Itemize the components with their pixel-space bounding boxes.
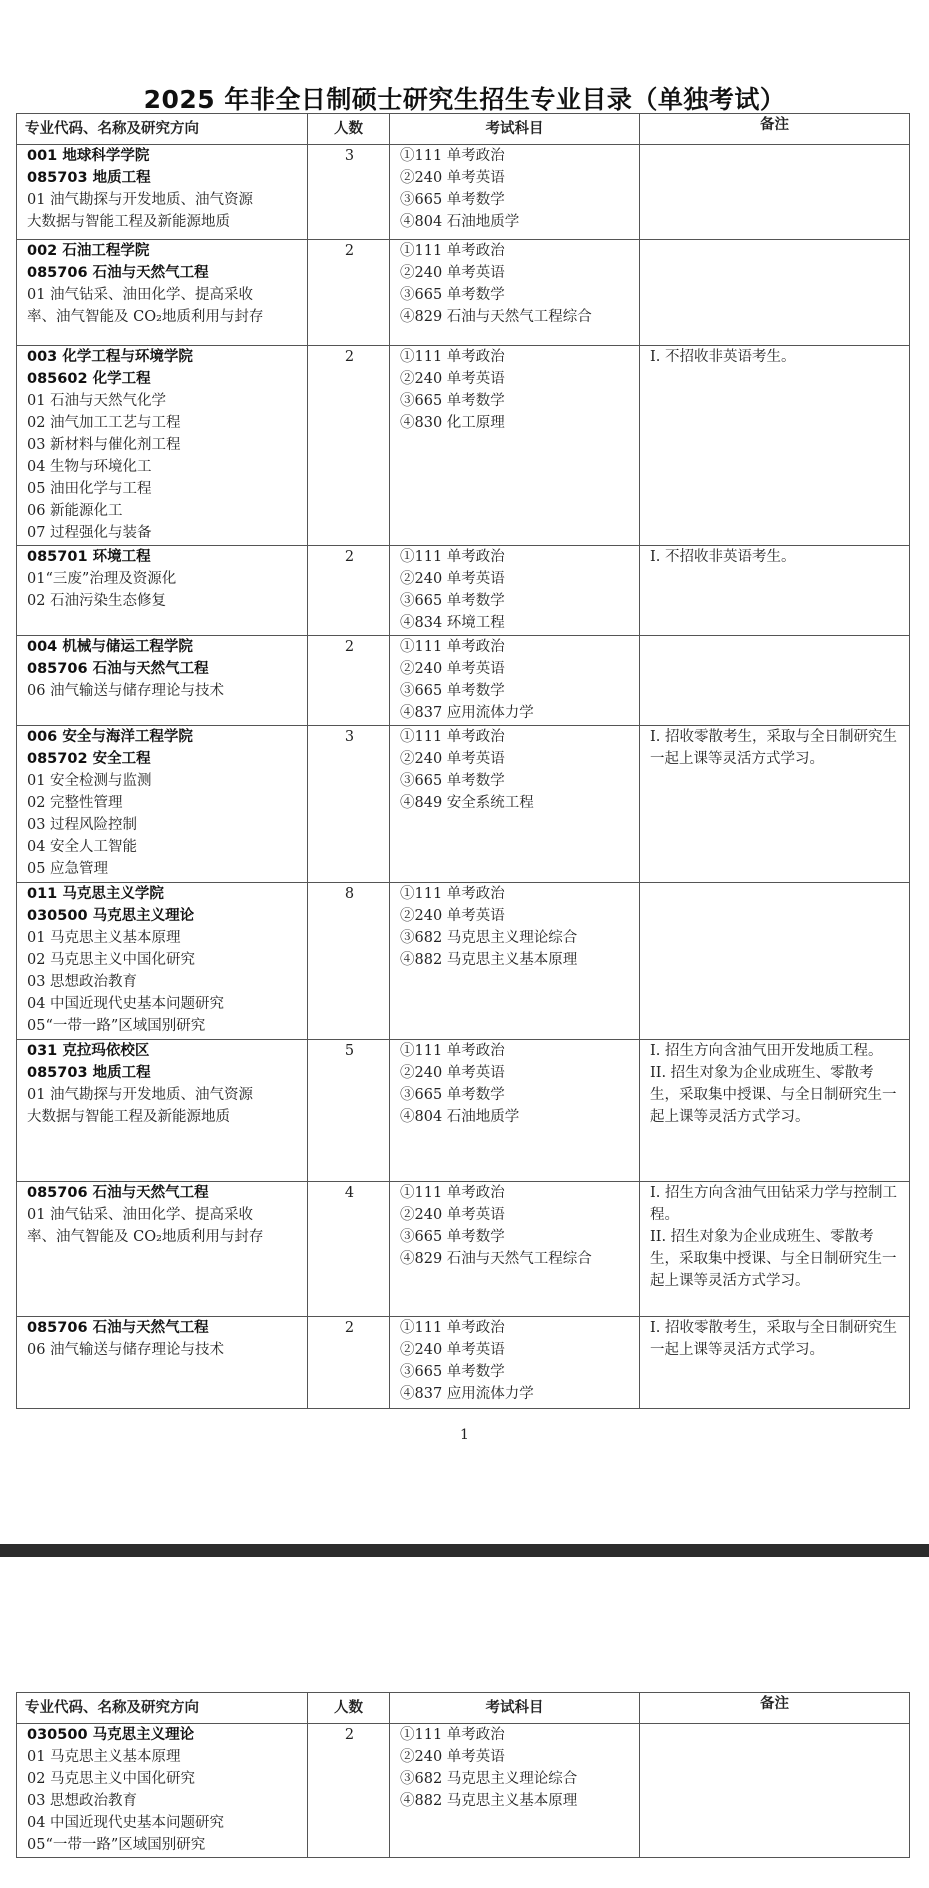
research-direction: 大数据与智能工程及新能源地质 (27, 214, 230, 230)
note-item: I. 招生方向含油气田钻采力学与控制工程。 (650, 1185, 897, 1223)
page-2 (0, 1557, 929, 1888)
exam-subject: ②240 单考英语 (400, 265, 505, 281)
exam-subject: ③665 单考数学 (400, 393, 505, 409)
research-direction: 05“一带一路”区域国别研究 (27, 1018, 206, 1034)
exam-subject: ④829 石油与天然气工程综合 (400, 1251, 592, 1267)
exam-subjects-cell (390, 1182, 640, 1317)
major-name: 085706 石油与天然气工程 (27, 265, 209, 281)
exam-subject: ④882 马克思主义基本原理 (400, 952, 578, 968)
research-direction: 02 油气加工工艺与工程 (27, 415, 181, 431)
enrollment-count: 2 (308, 346, 390, 546)
major-cell (17, 1040, 308, 1182)
notes-cell (640, 726, 910, 883)
college-name: 031 克拉玛依校区 (27, 1043, 150, 1059)
exam-subject: ②240 单考英语 (400, 170, 505, 186)
exam-subject: ①111 单考政治 (400, 1320, 505, 1336)
exam-subject: ②240 单考英语 (400, 1065, 505, 1081)
research-direction: 01 油气勘探与开发地质、油气资源 (27, 1087, 254, 1103)
notes-cell (640, 145, 910, 240)
enrollment-count: 5 (308, 1040, 390, 1182)
note-item: I. 不招收非英语考生。 (650, 549, 796, 565)
enrollment-count: 2 (308, 240, 390, 346)
table-row (17, 1317, 910, 1409)
exam-subject: ④837 应用流体力学 (400, 705, 534, 721)
research-direction: 率、油气智能及 CO₂地质利用与封存 (27, 1229, 264, 1245)
header-subjects: 考试科目 (390, 1693, 640, 1724)
table-header-row (17, 1693, 910, 1724)
research-direction: 04 安全人工智能 (27, 839, 138, 855)
research-direction: 04 中国近现代史基本问题研究 (27, 1815, 225, 1831)
exam-subject: ③665 单考数学 (400, 1229, 505, 1245)
notes-cell (640, 240, 910, 346)
notes-cell (640, 1182, 910, 1317)
college-name: 006 安全与海洋工程学院 (27, 729, 193, 745)
research-direction: 05 油田化学与工程 (27, 481, 152, 497)
notes-cell (640, 636, 910, 726)
exam-subjects-cell (390, 346, 640, 546)
exam-subject: ④882 马克思主义基本原理 (400, 1793, 578, 1809)
exam-subjects-cell (390, 546, 640, 636)
exam-subject: ③665 单考数学 (400, 773, 505, 789)
table-row (17, 636, 910, 726)
header-major: 专业代码、名称及研究方向 (17, 114, 308, 145)
research-direction: 01 油气勘探与开发地质、油气资源 (27, 192, 254, 208)
exam-subject: ②240 单考英语 (400, 1342, 505, 1358)
research-direction: 02 马克思主义中国化研究 (27, 1771, 196, 1787)
table-row (17, 546, 910, 636)
exam-subject: ③665 单考数学 (400, 683, 505, 699)
research-direction: 01 油气钻采、油田化学、提高采收 (27, 287, 254, 303)
exam-subject: ③665 单考数学 (400, 593, 505, 609)
research-direction: 06 油气输送与储存理论与技术 (27, 683, 225, 699)
table-row (17, 1724, 910, 1858)
exam-subjects-cell (390, 1724, 640, 1858)
major-cell (17, 883, 308, 1040)
major-name: 085701 环境工程 (27, 549, 151, 565)
major-cell (17, 145, 308, 240)
exam-subject: ③682 马克思主义理论综合 (400, 930, 578, 946)
header-count: 人数 (308, 1693, 390, 1724)
exam-subject: ②240 单考英语 (400, 571, 505, 587)
exam-subjects-cell (390, 240, 640, 346)
exam-subject: ①111 单考政治 (400, 243, 505, 259)
exam-subject: ③665 单考数学 (400, 1364, 505, 1380)
enrollment-count: 2 (308, 636, 390, 726)
table-row (17, 240, 910, 346)
table-row (17, 346, 910, 546)
exam-subject: ④804 石油地质学 (400, 1109, 520, 1125)
research-direction: 01“三废”治理及资源化 (27, 571, 177, 587)
exam-subject: ①111 单考政治 (400, 148, 505, 164)
research-direction: 03 思想政治教育 (27, 974, 138, 990)
notes-cell (640, 546, 910, 636)
table-row (17, 1182, 910, 1317)
exam-subject: ④837 应用流体力学 (400, 1386, 534, 1402)
research-direction: 03 新材料与催化剂工程 (27, 437, 181, 453)
research-direction: 03 过程风险控制 (27, 817, 138, 833)
major-cell (17, 240, 308, 346)
table-header-row (17, 114, 910, 145)
research-direction: 02 完整性管理 (27, 795, 123, 811)
exam-subject: ①111 单考政治 (400, 1185, 505, 1201)
note-item: I. 不招收非英语考生。 (650, 349, 796, 365)
exam-subject: ④829 石油与天然气工程综合 (400, 309, 592, 325)
college-name: 002 石油工程学院 (27, 243, 150, 259)
exam-subject: ②240 单考英语 (400, 751, 505, 767)
enrollment-count: 4 (308, 1182, 390, 1317)
research-direction: 01 安全检测与监测 (27, 773, 152, 789)
major-name: 030500 马克思主义理论 (27, 1727, 195, 1743)
research-direction: 01 马克思主义基本原理 (27, 930, 181, 946)
enrollment-count: 2 (308, 546, 390, 636)
major-name: 030500 马克思主义理论 (27, 908, 195, 924)
table-row (17, 883, 910, 1040)
header-notes: 备注 (640, 114, 910, 145)
notes-cell (640, 346, 910, 546)
note-item: II. 招生对象为企业成班生、零散考生，采取集中授课、与全日制研究生一起上课等灵活方式学习。 (650, 1229, 897, 1289)
catalog-table (16, 113, 910, 1409)
exam-subjects-cell (390, 883, 640, 1040)
major-name: 085602 化学工程 (27, 371, 151, 387)
research-direction: 01 马克思主义基本原理 (27, 1749, 181, 1765)
research-direction: 03 思想政治教育 (27, 1793, 138, 1809)
exam-subject: ②240 单考英语 (400, 908, 505, 924)
research-direction: 05“一带一路”区域国别研究 (27, 1837, 206, 1853)
exam-subject: ①111 单考政治 (400, 1043, 505, 1059)
note-item: I. 招收零散考生，采取与全日制研究生一起上课等灵活方式学习。 (650, 729, 897, 767)
research-direction: 07 过程强化与装备 (27, 525, 152, 541)
major-name: 085706 石油与天然气工程 (27, 661, 209, 677)
exam-subject: ③665 单考数学 (400, 287, 505, 303)
notes-cell (640, 1724, 910, 1858)
major-cell (17, 726, 308, 883)
exam-subject: ④830 化工原理 (400, 415, 505, 431)
research-direction: 02 马克思主义中国化研究 (27, 952, 196, 968)
research-direction: 01 油气钻采、油田化学、提高采收 (27, 1207, 254, 1223)
exam-subject: ①111 单考政治 (400, 549, 505, 565)
research-direction: 大数据与智能工程及新能源地质 (27, 1109, 230, 1125)
college-name: 003 化学工程与环境学院 (27, 349, 193, 365)
major-cell (17, 1182, 308, 1317)
page-separator (0, 1544, 929, 1557)
header-notes: 备注 (640, 1693, 910, 1724)
header-subjects: 考试科目 (390, 114, 640, 145)
major-name: 085703 地质工程 (27, 170, 151, 186)
exam-subject: ④849 安全系统工程 (400, 795, 534, 811)
notes-cell (640, 1040, 910, 1182)
table-row (17, 726, 910, 883)
enrollment-count: 3 (308, 726, 390, 883)
major-cell (17, 1317, 308, 1409)
college-name: 001 地球科学学院 (27, 148, 150, 164)
exam-subject: ②240 单考英语 (400, 371, 505, 387)
header-major: 专业代码、名称及研究方向 (17, 1693, 308, 1724)
major-cell (17, 346, 308, 546)
major-name: 085706 石油与天然气工程 (27, 1185, 209, 1201)
note-item: I. 招收零散考生，采取与全日制研究生一起上课等灵活方式学习。 (650, 1320, 897, 1358)
exam-subject: ②240 单考英语 (400, 1749, 505, 1765)
exam-subject: ③665 单考数学 (400, 1087, 505, 1103)
exam-subject: ④834 环境工程 (400, 615, 505, 631)
page-number: 1 (460, 1427, 469, 1443)
major-cell (17, 1724, 308, 1858)
header-count: 人数 (308, 114, 390, 145)
research-direction: 06 新能源化工 (27, 503, 123, 519)
exam-subject: ①111 单考政治 (400, 886, 505, 902)
research-direction: 01 石油与天然气化学 (27, 393, 167, 409)
research-direction: 04 生物与环境化工 (27, 459, 152, 475)
exam-subjects-cell (390, 1317, 640, 1409)
exam-subject: ①111 单考政治 (400, 639, 505, 655)
exam-subject: ①111 单考政治 (400, 729, 505, 745)
enrollment-count: 2 (308, 1317, 390, 1409)
enrollment-count: 2 (308, 1724, 390, 1858)
exam-subject: ③665 单考数学 (400, 192, 505, 208)
exam-subject: ④804 石油地质学 (400, 214, 520, 230)
exam-subject: ③682 马克思主义理论综合 (400, 1771, 578, 1787)
research-direction: 04 中国近现代史基本问题研究 (27, 996, 225, 1012)
exam-subjects-cell (390, 636, 640, 726)
exam-subject: ①111 单考政治 (400, 1727, 505, 1743)
exam-subjects-cell (390, 1040, 640, 1182)
note-item: II. 招生对象为企业成班生、零散考生，采取集中授课、与全日制研究生一起上课等灵活方式学习。 (650, 1065, 897, 1125)
page-title: 2025 年非全日制硕士研究生招生专业目录（单独考试） (143, 85, 786, 114)
research-direction: 06 油气输送与储存理论与技术 (27, 1342, 225, 1358)
table-row (17, 145, 910, 240)
notes-cell (640, 883, 910, 1040)
exam-subject: ②240 单考英语 (400, 661, 505, 677)
note-item: I. 招生方向含油气田开发地质工程。 (650, 1043, 883, 1059)
major-name: 085703 地质工程 (27, 1065, 151, 1081)
major-cell (17, 636, 308, 726)
research-direction: 05 应急管理 (27, 861, 109, 877)
major-name: 085702 安全工程 (27, 751, 151, 767)
exam-subjects-cell (390, 726, 640, 883)
exam-subject: ②240 单考英语 (400, 1207, 505, 1223)
research-direction: 02 石油污染生态修复 (27, 593, 167, 609)
exam-subjects-cell (390, 145, 640, 240)
exam-subject: ①111 单考政治 (400, 349, 505, 365)
catalog-table-continued (16, 1692, 910, 1858)
enrollment-count: 8 (308, 883, 390, 1040)
enrollment-count: 3 (308, 145, 390, 240)
notes-cell (640, 1317, 910, 1409)
table-row (17, 1040, 910, 1182)
college-name: 011 马克思主义学院 (27, 886, 164, 902)
major-cell (17, 546, 308, 636)
major-name: 085706 石油与天然气工程 (27, 1320, 209, 1336)
research-direction: 率、油气智能及 CO₂地质利用与封存 (27, 309, 264, 325)
college-name: 004 机械与储运工程学院 (27, 639, 193, 655)
